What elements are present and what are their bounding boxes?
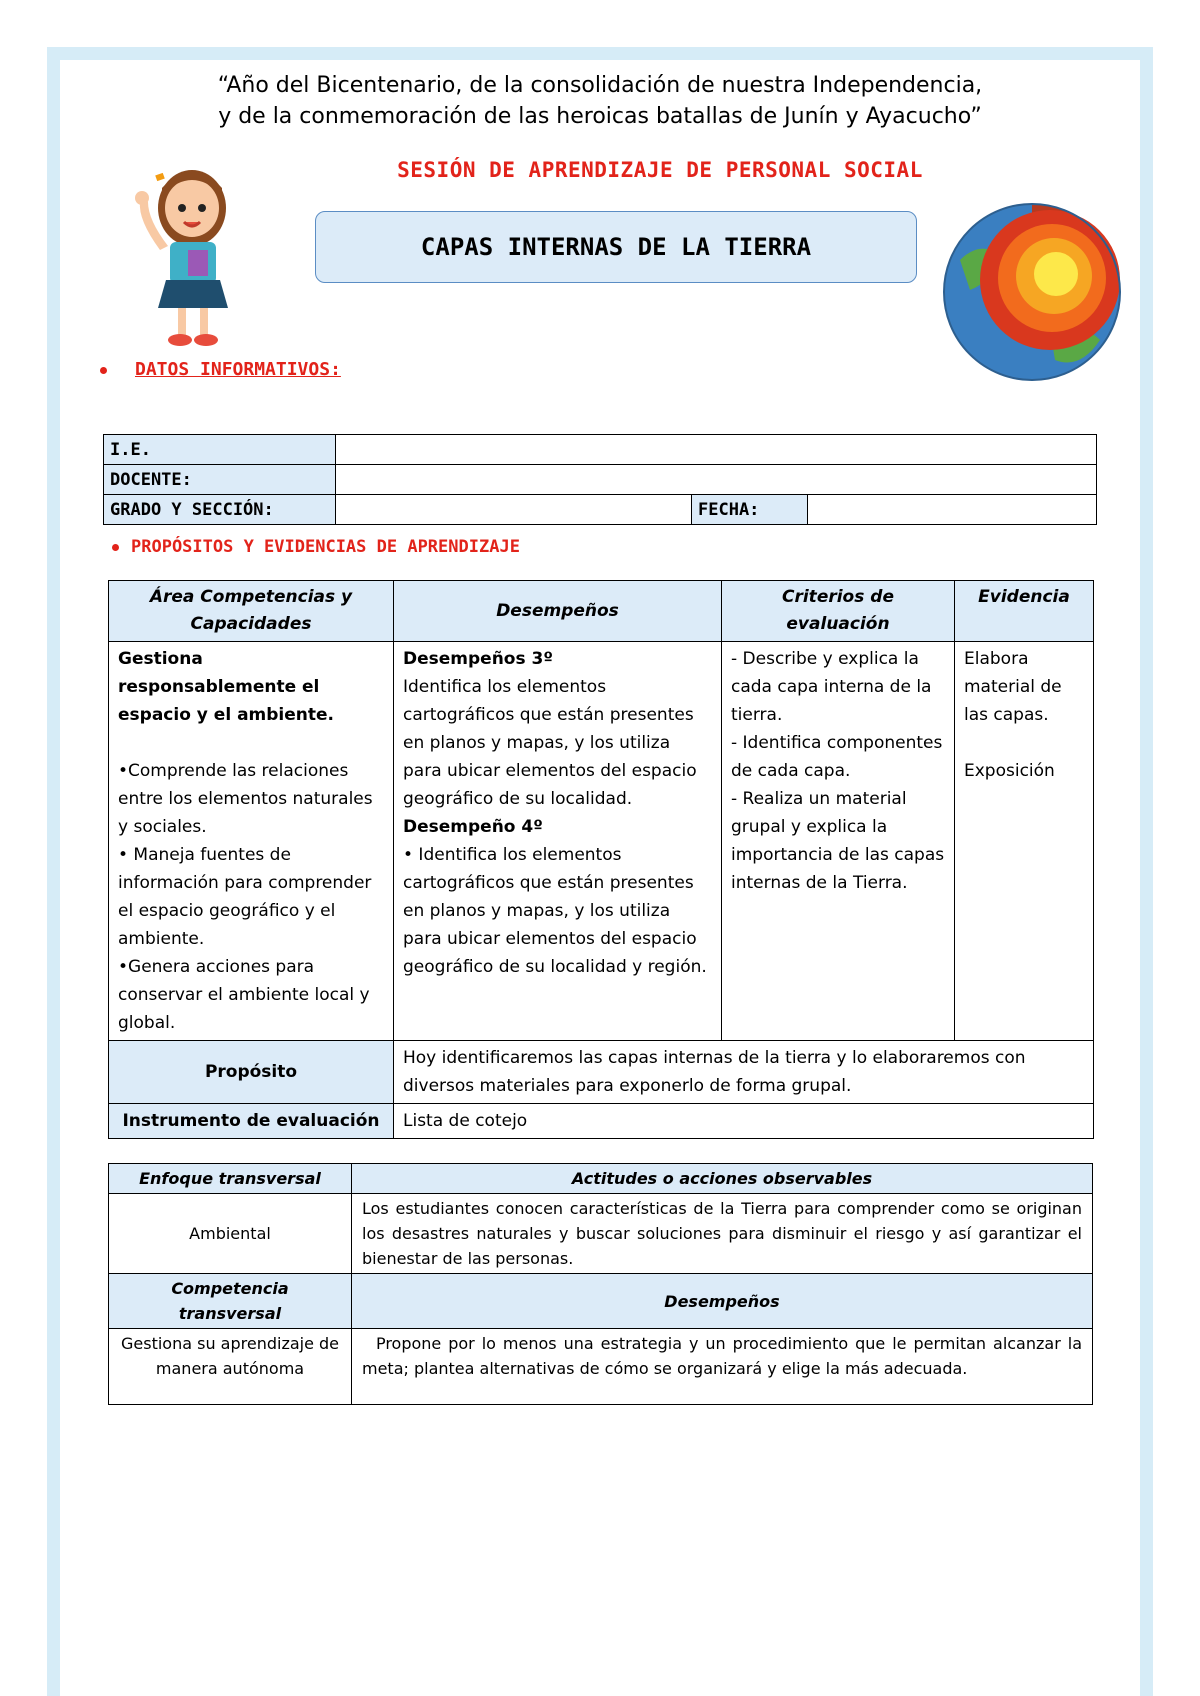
desempenos-transversal-value: Propone por lo menos una estrategia y un procedimiento que le permitan alcanzar la meta; plantea alternativas de cómo se organizará y elige la más adecuada. [352, 1329, 1093, 1405]
area-cell [109, 642, 394, 1041]
bullet-icon [112, 544, 119, 551]
proposito-text: Hoy identificaremos las capas internas de la tierra y lo elaboraremos con diversos materiales para exponerlo de forma grupal. [394, 1041, 1094, 1104]
table-row [109, 1329, 1093, 1405]
capacidad-2: • Maneja fuentes de información para comprender el espacio geográfico y el ambiente. [118, 845, 372, 949]
table-header-row [109, 1274, 1093, 1329]
competencia-value: Gestiona su aprendizaje de manera autónoma [109, 1329, 352, 1405]
datos-informativos-heading [100, 359, 341, 380]
header-desempenos: Desempeños [394, 581, 722, 642]
propositos-label: PROPÓSITOS Y EVIDENCIAS DE APRENDIZAJE [131, 537, 520, 557]
evidencia-2: Exposición [964, 761, 1055, 781]
grado-label: GRADO Y SECCIÓN: [104, 495, 336, 525]
datos-label: DATOS INFORMATIVOS: [135, 359, 341, 380]
propositos-heading [112, 537, 520, 557]
table-header-row [109, 1164, 1093, 1194]
header-desempenos-transversal: Desempeños [352, 1274, 1093, 1329]
fecha-field[interactable] [808, 495, 1097, 525]
girl-illustration [130, 150, 260, 350]
table-row [109, 1194, 1093, 1274]
topic-title-box [315, 211, 917, 283]
ie-field[interactable] [336, 435, 1097, 465]
desempenos-3-text: Identifica los elementos cartográficos que están presentes en planos y mapas, y los utiliza para ubicar elementos del espacio geográfico de su localidad. [403, 677, 697, 809]
evidencia-1: Elabora material de las capas. [964, 649, 1062, 725]
table-row [109, 1041, 1094, 1104]
header-evidencia: Evidencia [955, 581, 1094, 642]
earth-layers-illustration [940, 200, 1125, 385]
criterios-cell [722, 642, 955, 1041]
desempeno-4-title: Desempeño 4º [403, 817, 543, 837]
table-row [104, 435, 1097, 465]
criterio-1: - Describe y explica la cada capa interna de la tierra. [731, 649, 932, 725]
capacidad-1: •Comprende las relaciones entre los elementos naturales y sociales. [118, 761, 373, 837]
header-enfoque: Enfoque transversal [109, 1164, 352, 1194]
criterio-3: - Realiza un material grupal y explica la importancia de las capas internas de la Tierra. [731, 789, 945, 893]
competencia-text: Gestiona responsablemente el espacio y el ambiente. [118, 649, 334, 725]
header-area: Área Competencias y Capacidades [109, 581, 394, 642]
desempenos-3-title: Desempeños 3º [403, 649, 553, 669]
desempeno-4-text: • Identifica los elementos cartográficos que están presentes en planos y mapas, y los utiliza para ubicar elementos del espacio geográfico de su localidad y región. [403, 845, 707, 977]
header-actitudes: Actitudes o acciones observables [352, 1164, 1093, 1194]
criterio-2: - Identifica componentes de cada capa. [731, 733, 943, 781]
table-row [109, 1104, 1094, 1139]
motto-line-1: “Año del Bicentenario, de la consolidación de nuestra Independencia, [217, 73, 983, 98]
table-header-row [109, 581, 1094, 642]
motto-line-2: y de la conmemoración de las heroicas batallas de Junín y Ayacucho” [218, 104, 982, 129]
actitudes-value: Los estudiantes conocen características de la Tierra para comprender como se originan los desastres naturales y buscar soluciones para disminuir el riesgo y así garantizar el bienestar de las personas. [352, 1194, 1093, 1274]
table-row [104, 495, 1097, 525]
evidencia-cell [955, 642, 1094, 1041]
instrumento-label: Instrumento de evaluación [109, 1104, 394, 1139]
capacidad-3: •Genera acciones para conservar el ambiente local y global. [118, 957, 370, 1033]
national-motto [0, 70, 1200, 132]
table-row [109, 642, 1094, 1041]
info-table [103, 434, 1097, 525]
docente-label: DOCENTE: [104, 465, 336, 495]
fecha-label: FECHA: [692, 495, 808, 525]
docente-field[interactable] [336, 465, 1097, 495]
bullet-icon [100, 367, 107, 374]
topic-title: CAPAS INTERNAS DE LA TIERRA [420, 233, 812, 261]
transversal-table [108, 1163, 1093, 1405]
propositos-table [108, 580, 1094, 1139]
desempenos-cell [394, 642, 722, 1041]
ie-label: I.E. [104, 435, 336, 465]
instrumento-text: Lista de cotejo [394, 1104, 1094, 1139]
header-competencia: Competencia transversal [109, 1274, 352, 1329]
proposito-label: Propósito [109, 1041, 394, 1104]
table-row [104, 465, 1097, 495]
session-title: SESIÓN DE APRENDIZAJE DE PERSONAL SOCIAL [397, 158, 923, 182]
enfoque-value: Ambiental [109, 1194, 352, 1274]
grado-field[interactable] [336, 495, 692, 525]
header-criterios: Criterios de evaluación [722, 581, 955, 642]
